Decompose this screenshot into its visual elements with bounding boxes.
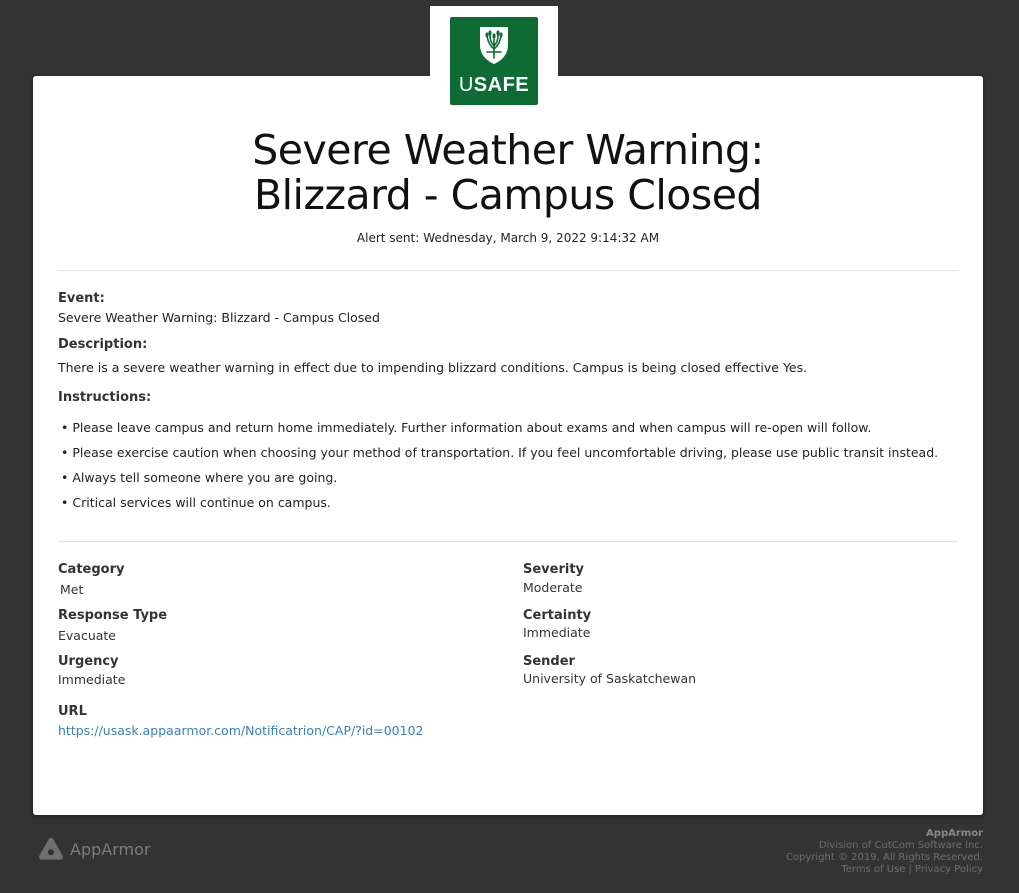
footer-separator: | [908, 864, 912, 875]
description-value: There is a severe weather warning in effect due to impending blizzard conditions. Campus is being closed effective Yes. [58, 360, 808, 375]
instruction-item: • Always tell someone where you are going. [61, 469, 938, 494]
alert-sent-label: Alert sent: [356, 231, 420, 245]
alert-title-line2: Blizzard - Campus Closed [254, 171, 762, 219]
footer-info [786, 828, 983, 876]
instructions-list [61, 419, 938, 519]
footer-division: Division of CutCom Software Inc. [818, 840, 983, 851]
alert-title [33, 128, 983, 218]
usafe-logo-badge [450, 17, 538, 105]
instruction-item: • Critical services will continue on campus. [61, 494, 938, 519]
response-type-value: Evacuate [58, 628, 117, 643]
severity-label: Severity [523, 562, 585, 577]
logo-text-u: U [458, 74, 474, 96]
alert-sent-value: Wednesday, March 9, 2022 9:14:32 AM [423, 231, 660, 245]
divider [58, 270, 958, 271]
footer-links [786, 864, 983, 876]
urgency-value: Immediate [58, 672, 126, 687]
footer-copyright: Copyright © 2019, All Rights Reserved. [785, 852, 983, 863]
urgency-label: Urgency [58, 654, 119, 669]
instruction-item: • Please leave campus and return home immediately. Further information about exams and when campus will re-open will follow. [61, 419, 938, 444]
footer-company: AppArmor [926, 828, 983, 839]
category-value: Met [60, 582, 84, 597]
event-value: Severe Weather Warning: Blizzard - Campus Closed [58, 310, 380, 325]
event-label: Event: [58, 291, 105, 306]
alert-sent [33, 231, 983, 245]
url-label: URL [58, 704, 87, 719]
certainty-value: Immediate [523, 625, 591, 640]
apparmor-logo-icon [38, 837, 64, 861]
apparmor-brand [38, 836, 150, 862]
instruction-item: • Please exercise caution when choosing your method of transportation. If you feel uncomfortable driving, please use public transit instead. [61, 444, 938, 469]
divider [58, 541, 958, 542]
response-type-label: Response Type [58, 608, 168, 623]
alert-title-line1: Severe Weather Warning: [252, 126, 764, 174]
logo-text-safe: SAFE [473, 74, 530, 96]
certainty-label: Certainty [523, 608, 592, 623]
terms-of-use-link[interactable]: Terms of Use [841, 864, 906, 875]
apparmor-brand-text: AppArmor [70, 839, 151, 859]
category-label: Category [58, 562, 125, 577]
usafe-logo [430, 6, 558, 114]
sender-value: University of Saskatchewan [523, 671, 697, 686]
instructions-label: Instructions: [58, 390, 152, 405]
severity-value: Moderate [523, 580, 583, 595]
description-label: Description: [58, 337, 148, 352]
alert-url-link[interactable]: https://usask.appaarmor.com/Notificatrion/CAP/?id=00102 [58, 723, 424, 738]
privacy-policy-link[interactable]: Privacy Policy [914, 864, 983, 875]
usafe-logo-text [450, 74, 538, 97]
alert-card [33, 76, 983, 815]
wheat-shield-icon [477, 25, 511, 65]
sender-label: Sender [523, 654, 575, 669]
